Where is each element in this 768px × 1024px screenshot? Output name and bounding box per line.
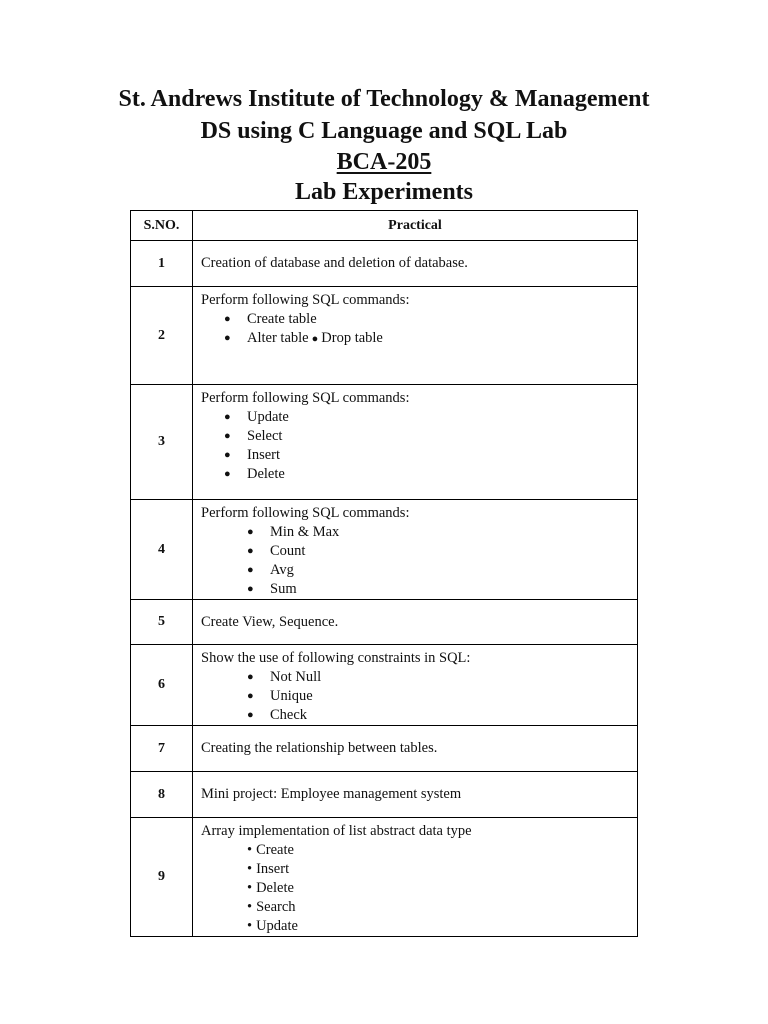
list-item: ● Sum bbox=[201, 580, 637, 599]
row-text: Create View, Sequence. bbox=[193, 600, 638, 645]
bullet-list bbox=[201, 668, 637, 725]
list-item: ● Create table bbox=[201, 310, 637, 329]
row-lead-text: Perform following SQL commands: bbox=[201, 292, 410, 308]
row-content bbox=[193, 500, 638, 600]
list-item: ● Min & Max bbox=[201, 523, 637, 542]
list-item: ● Update bbox=[201, 408, 637, 427]
table-row bbox=[131, 818, 638, 937]
row-number: 3 bbox=[131, 385, 193, 500]
list-item bbox=[201, 329, 637, 349]
table-row bbox=[131, 772, 638, 818]
row-content bbox=[193, 818, 638, 937]
row-number: 9 bbox=[131, 818, 193, 937]
table-row bbox=[131, 500, 638, 600]
row-content bbox=[193, 385, 638, 500]
row-text: Creation of database and deletion of database. bbox=[193, 241, 638, 287]
table-row bbox=[131, 241, 638, 287]
list-item: • Create bbox=[201, 841, 637, 860]
list-item: ● Not Null bbox=[201, 668, 637, 687]
row-number: 2 bbox=[131, 287, 193, 385]
bullet-icon bbox=[309, 330, 322, 346]
list-item: • Delete bbox=[201, 879, 637, 898]
row-content bbox=[193, 287, 638, 385]
list-item: ● Check bbox=[201, 706, 637, 725]
list-item: • Search bbox=[201, 898, 637, 917]
list-item: • Insert bbox=[201, 860, 637, 879]
list-item: ● Unique bbox=[201, 687, 637, 706]
row-number: 8 bbox=[131, 772, 193, 818]
row-lead-text: Array implementation of list abstract data type bbox=[201, 823, 472, 839]
table-row bbox=[131, 645, 638, 726]
page-heading-code: BCA-205 bbox=[336, 149, 432, 175]
table-row bbox=[131, 600, 638, 645]
bullet-list bbox=[201, 523, 637, 599]
list-item: • Update bbox=[201, 917, 637, 936]
table-header-row bbox=[131, 211, 638, 241]
list-item: ● Select bbox=[201, 427, 637, 446]
row-lead-text: Perform following SQL commands: bbox=[201, 505, 410, 521]
experiments-table bbox=[130, 210, 638, 937]
row-number: 7 bbox=[131, 726, 193, 772]
list-item-text: Drop table bbox=[321, 330, 383, 346]
table-row bbox=[131, 726, 638, 772]
column-header-practical: Practical bbox=[193, 211, 638, 241]
page-title: Lab Experiments bbox=[294, 179, 473, 205]
table-row bbox=[131, 385, 638, 500]
row-lead-text: Perform following SQL commands: bbox=[201, 390, 410, 406]
bullet-list bbox=[201, 408, 637, 484]
row-text: Creating the relationship between tables. bbox=[193, 726, 638, 772]
list-item: ● Count bbox=[201, 542, 637, 561]
row-text: Mini project: Employee management system bbox=[193, 772, 638, 818]
list-item: ● Delete bbox=[201, 465, 637, 484]
bullet-list bbox=[201, 841, 637, 936]
list-item: ● Insert bbox=[201, 446, 637, 465]
page-heading-course: DS using C Language and SQL Lab bbox=[200, 118, 568, 144]
table-row bbox=[131, 287, 638, 385]
row-lead-text: Show the use of following constraints in SQL: bbox=[201, 650, 471, 666]
list-item-text: Alter table bbox=[247, 330, 309, 346]
page-heading-institute: St. Andrews Institute of Technology & Management bbox=[118, 86, 650, 112]
row-content bbox=[193, 645, 638, 726]
bullet-list bbox=[201, 310, 637, 349]
row-number: 5 bbox=[131, 600, 193, 645]
row-number: 4 bbox=[131, 500, 193, 600]
row-number: 1 bbox=[131, 241, 193, 287]
row-number: 6 bbox=[131, 645, 193, 726]
column-header-sno: S.NO. bbox=[131, 211, 193, 241]
list-item: ● Avg bbox=[201, 561, 637, 580]
